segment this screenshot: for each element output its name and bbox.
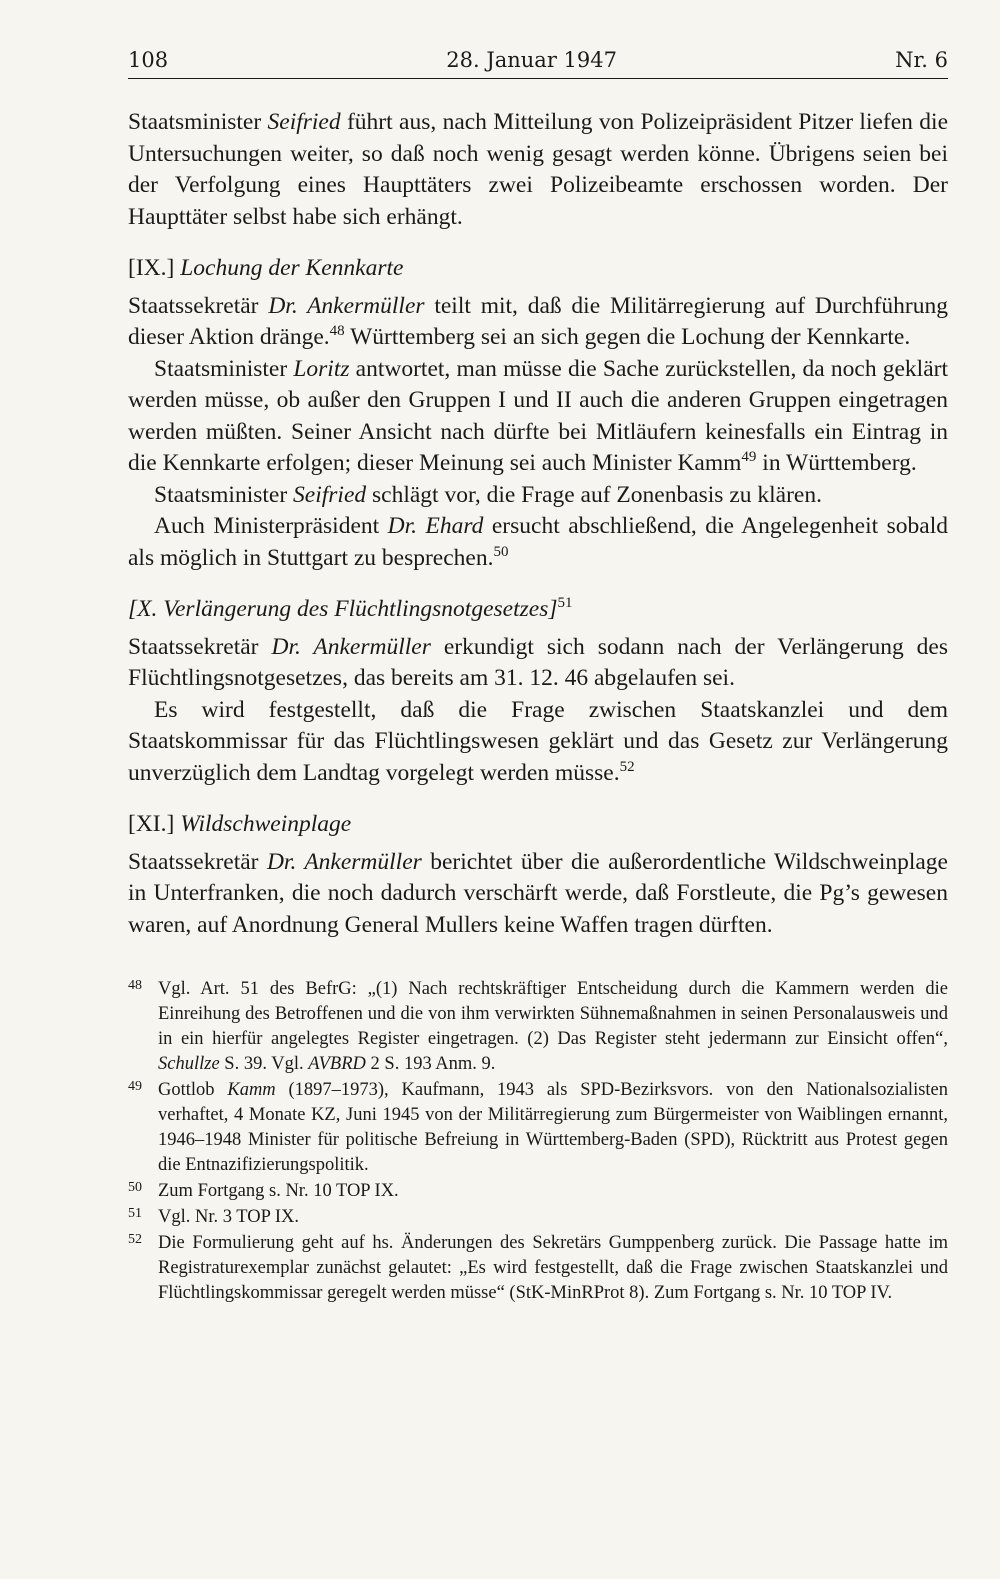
footnote-number: 49	[128, 1079, 142, 1094]
main-text	[128, 107, 948, 941]
section-heading-ix: [IX.] Lochung der Kennkarte	[128, 255, 404, 281]
footnote-ref[interactable]: 48	[329, 323, 345, 339]
footnote-text: Die Formulierung geht auf hs. Änderungen des Sekretärs Gumppenberg zurück. Die Passage hatte im Registraturexemplar zunächst gelautet: „Es wird festgestellt, daß die Frage zwischen Staatskanzlei und Flüchtlingskommissar geregelt werden müsse“ (StK-MinRProt 8). Zum Fortgang s. Nr. 10 TOP IV.	[158, 1233, 948, 1303]
paragraph: Staatssekretär Dr. Ankermüller erkundigt sich sodann nach der Verlängerung des Flüchtlingsnotgesetzes, das bereits am 31. 12. 46 abgelaufen sei.	[128, 633, 948, 691]
footnote-number: 50	[128, 1180, 142, 1195]
person-name: Dr. Ankermüller	[271, 633, 431, 660]
footnote-text: Zum Fortgang s. Nr. 10 TOP IX.	[158, 1181, 399, 1201]
person-name: Loritz	[293, 355, 350, 382]
header-issue: Nr. 6	[895, 48, 948, 72]
footnote-number: 48	[128, 978, 142, 993]
person-name: Dr. Ehard	[387, 513, 484, 539]
footnote-51	[128, 1205, 948, 1230]
footnote-text: Vgl. Nr. 3 TOP IX.	[158, 1207, 299, 1227]
section-heading-x: [X. Verlängerung des Flüchtlingsnotgesetzes]$^{51}$	[128, 595, 573, 622]
person-name: Seifried	[267, 109, 341, 135]
footnote-ref[interactable]: 49	[741, 449, 757, 465]
footnote-49	[128, 1078, 948, 1178]
footnote-number: 51	[128, 1206, 142, 1221]
footnotes	[128, 977, 948, 1306]
person-name: Seifried	[293, 481, 367, 508]
footnote-text: Vgl. Art. 51 des BefrG: „(1) Nach rechtskräftiger Entscheidung durch die Kammern werden die Einreihung des Betroffenen und die von ihm verwirkten Sühnemaßnahmen in seinen Personalausweis und in ein hierfür angelegtes Register eingetragen. (2) Das Register steht jedermann zur Einsicht offen“, Schullze S. 39. Vgl. AVBRD 2 S. 193 Anm. 9.	[158, 979, 948, 1074]
paragraph: Staatsminister Seifried schlägt vor, die Frage auf Zonenbasis zu klären.	[154, 481, 822, 508]
running-header	[128, 48, 948, 79]
paragraph: Staatssekretär Dr. Ankermüller berichtet über die außerordentliche Wildschweinplage in Unterfranken, die noch dadurch verschärft werde, daß Forstleute, die Pg’s gewesen waren, auf Anordnung General Mullers keine Waffen tragen dürften.	[128, 848, 948, 938]
paragraph: Auch Ministerpräsident Dr. Ehard ersucht abschließend, die Angelegenheit sobald als möglich in Stuttgart zu besprechen.$^{50}$	[128, 513, 948, 571]
footnote-48	[128, 977, 948, 1077]
header-date: 28. Januar 1947	[446, 48, 617, 72]
footnote-number: 52	[128, 1232, 142, 1247]
page	[128, 48, 948, 1307]
footnote-ref[interactable]: 51	[557, 595, 573, 611]
footnote-ref[interactable]: 52	[619, 758, 635, 775]
section-heading-xi: [XI.] Wildschweinplage	[128, 811, 352, 837]
paragraph: Staatsminister Seifried führt aus, nach Mitteilung von Polizeipräsident Pitzer liefen die Untersuchungen weiter, so daß noch wenig gesagt werden könne. Übrigens seien bei der Verfolgung eines Haupttäters zwei Polizeibeamte erschossen worden. Der Haupttäter selbst habe sich erhängt.	[128, 109, 948, 230]
footnote-ref[interactable]: 50	[493, 543, 509, 560]
paragraph: Staatssekretär Dr. Ankermüller teilt mit, daß die Militärregierung auf Durchführung dieser Aktion dränge.$^{48}$ Württemberg sei an sich gegen die Lochung der Kennkarte.	[128, 292, 948, 350]
person-name: Dr. Ankermüller	[268, 292, 425, 319]
footnote-50	[128, 1179, 948, 1204]
page-number: 108	[128, 48, 169, 72]
footnote-52	[128, 1231, 948, 1306]
paragraph: Es wird festgestellt, daß die Frage zwischen Staatskanzlei und dem Staatskommissar für das Flüchtlingswesen geklärt und das Gesetz zur Verlängerung unverzüglich dem Landtag vorgelegt werden müsse.$^{52}$	[128, 696, 948, 786]
footnote-text: Gottlob Kamm (1897–1973), Kaufmann, 1943 als SPD-Bezirksvors. von den Nationalsozialisten verhaftet, 4 Monate KZ, Juni 1945 von der Militärregierung zum Bürgermeister von Waiblingen ernannt, 1946–1948 Minister für politische Befreiung in Württemberg-Baden (SPD), Rücktritt aus Protest gegen die Entnazifizierungspolitik.	[158, 1080, 949, 1175]
paragraph: Staatsminister Loritz antwortet, man müsse die Sache zurückstellen, da noch geklärt werden müsse, ob außer den Gruppen I und II auch die anderen Gruppen eingetragen werden müßten. Seiner Ansicht nach dürfte bei Mitläufern keinesfalls ein Eintrag in die Kennkarte erfolgen; dieser Meinung sei auch Minister Kamm$^{49}$ in Württemberg.	[128, 355, 948, 476]
person-name: Dr. Ankermüller	[266, 848, 422, 875]
